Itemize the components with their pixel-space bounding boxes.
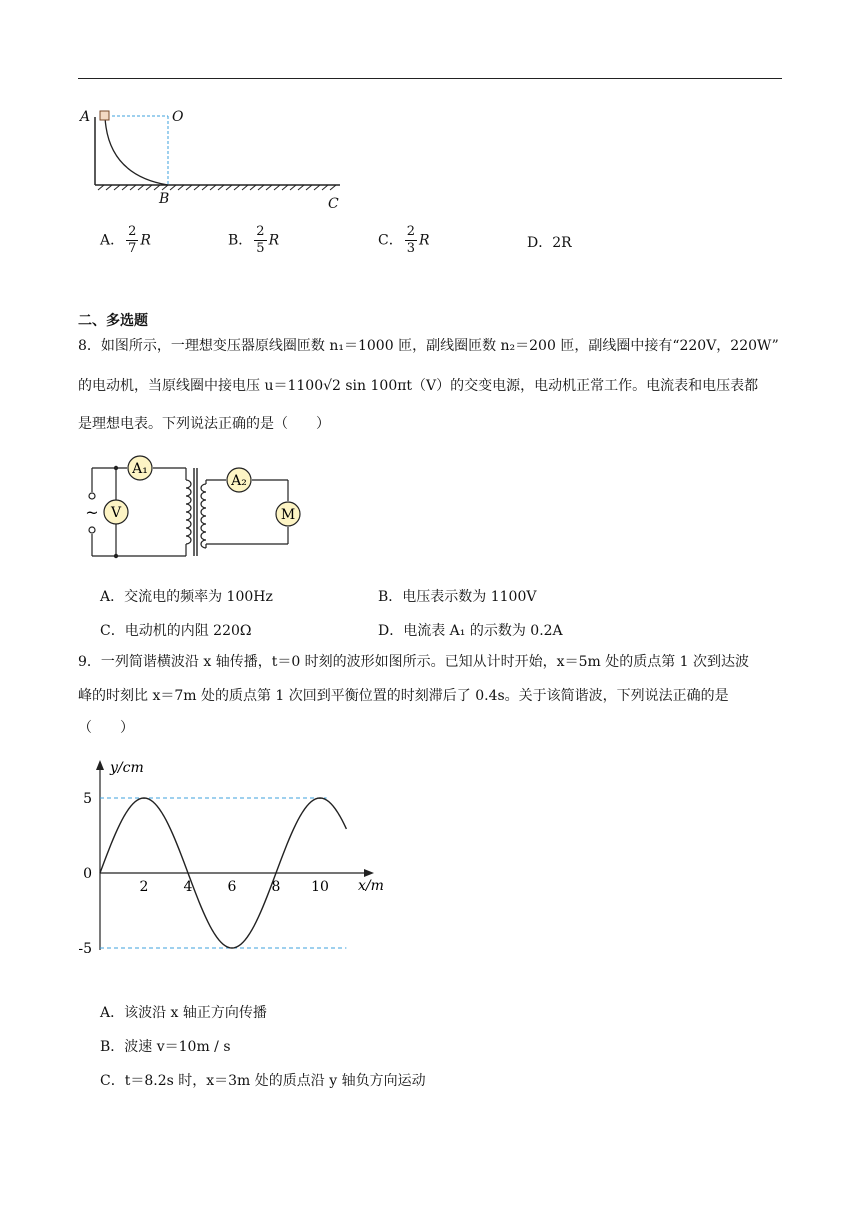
q7-option-b[interactable]: B． $\frac{2}{5}$ R [228, 224, 280, 256]
a2-label: A₂ [231, 473, 247, 489]
x-axis-arrow [364, 869, 374, 877]
q9-text-line2: 峰的时刻比 x＝7m 处的质点第 1 次回到平衡位置的时刻滞后了 0.4s。关于该简谐波，下列说法正确的是 [78, 688, 729, 704]
m-label: M [280, 507, 296, 523]
q8-text-line1: 8．如图所示，一理想变压器原线圈匝数 n₁＝1000 匝，副线圈匝数 n₂＝200 匝，副线圈中接有“220V，220W” [78, 338, 779, 354]
q9-option-b[interactable]: B．波速 v＝10m / s [100, 1039, 231, 1055]
y-tick-label-0: 0 [83, 866, 92, 882]
q9-text-line3: （ ） [78, 720, 134, 736]
q7-label-o: O [172, 109, 184, 125]
q8-option-c[interactable]: C．电动机的内阻 220Ω [100, 623, 252, 639]
wave-chart [78, 750, 388, 965]
q7-option-d[interactable]: D．2R [527, 235, 572, 251]
q9-option-a[interactable]: A．该波沿 x 轴正方向传播 [100, 1005, 267, 1021]
header-rule [78, 78, 782, 79]
q8-text-line2: 的电动机，当原线圈中接电压 u＝1100√2 sin 100πt（V）的交变电源，电动机正常工作。电流表和电压表都 [78, 378, 759, 394]
q7-label-a: A [80, 109, 91, 125]
ac-source-symbol: ~ [85, 503, 99, 522]
q7-option-c[interactable]: C． $\frac{2}{3}$ R [378, 224, 430, 256]
q7-option-a[interactable]: A． $\frac{2}{7}$ R [100, 224, 151, 256]
x-tick-label-8: 8 [271, 879, 281, 895]
block [100, 111, 109, 120]
q8-option-d[interactable]: D．电流表 A₁ 的示数为 0.2A [378, 623, 563, 639]
x-axis-label: x/m [358, 878, 384, 894]
v-label: V [110, 505, 122, 521]
q8-circuit-diagram [80, 450, 320, 565]
q8-text-line3: 是理想电表。下列说法正确的是（ ） [78, 416, 330, 432]
y-tick-label--5: -5 [78, 941, 92, 957]
q8-option-a[interactable]: A．交流电的频率为 100Hz [100, 589, 273, 605]
a1-label: A₁ [132, 461, 148, 477]
x-tick-label-6: 6 [227, 879, 237, 895]
x-tick-label-2: 2 [139, 879, 149, 895]
y-tick-label-5: 5 [83, 791, 92, 807]
y-axis-label: y/cm [110, 760, 144, 776]
q8-option-b[interactable]: B．电压表示数为 1100V [378, 589, 537, 605]
x-tick-label-10: 10 [311, 879, 329, 895]
section-title: 二、多选题 [78, 313, 148, 329]
q7-figure [78, 100, 358, 215]
q7-label-b: B [159, 191, 170, 207]
q7-label-c: C [328, 196, 339, 212]
q9-option-c[interactable]: C．t＝8.2s 时，x＝3m 处的质点沿 y 轴负方向运动 [100, 1073, 426, 1089]
q9-text-line1: 9．一列简谐横波沿 x 轴传播，t＝0 时刻的波形如图所示。已知从计时开始，x＝5m 处的质点第 1 次到达波 [78, 654, 750, 670]
x-tick-label-4: 4 [183, 879, 193, 895]
y-axis-arrow [96, 760, 104, 770]
